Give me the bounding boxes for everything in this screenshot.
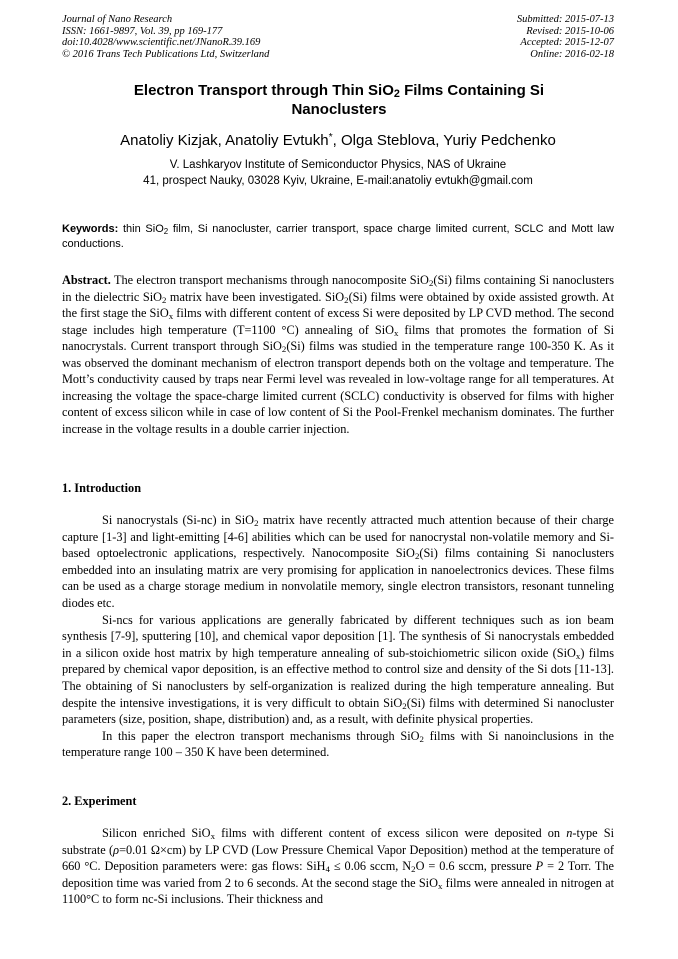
- paragraph: Si-ncs for various applications are generally fabricated by different techniques such as ion beam synthesis [7-9], sputtering [10], and chemical vapor deposition [1]. The synthesis of Si nanocrystals embedded in a silicon oxide host matrix by high temperature annealing of sub-stoichiometric silicon oxide (SiO$_x$) films prepared by chemical vapor deposition, is an effective method to control size and density of the Si dots [11-13]. The obtaining of Si nanoclusters by self-organization is realized during the high temperature annealing. But despite the intensive investigations, it is very difficult to obtain SiO$_2$(Si) films with determined Si nanocluster parameters (size, position, shape, distribution) and, as a result, with definite physical properties.: [62, 612, 614, 727]
- date-accepted: Accepted: 2015-12-07: [520, 37, 614, 49]
- article-dates: [517, 14, 614, 60]
- keywords-label: Keywords:: [62, 223, 119, 235]
- paragraph: Si nanocrystals (Si-nc) in SiO$_2$ matrix have recently attracted much attention because of their charge capture [1-3] and light-emitting [4-6] abilities which can be used for nanocrystal non-volatile memory and Si-based optoelectronic applications, respectively. Nanocomposite SiO$_2$(Si) films containing Si nanoclusters embedded into an insulating matrix are very promising for application in nanoelectronics devices. These films can be used as a charge storage medium in nonvolatile memory, single electron transistors, resonant tunneling diodes etc.: [62, 513, 615, 610]
- abstract: Abstract. The electron transport mechanisms through nanocomposite SiO$_2$(Si) films containing Si nanoclusters in the dielectric SiO$_2$ matrix have been investigated. SiO$_2$(Si) films were obtained by oxide assisted growth. At the first stage the SiO$_x$ films with different content of excess Si were deposited by LP CVD method. The second stage includes high temperature (T=1100 °C) annealing of SiO$_x$ films that promotes the formation of Si nanocrystals. Current transport through SiO$_2$(Si) films was studied in the temperature range 100-350 K. As it was observed the dominant mechanism of electron transport depends both on the voltage and temperature. The Mott’s conductivity caused by traps near Fermi level was revealed in low-voltage range for all temperatures. At increasing the voltage the space-charge limited current (SCLC) conductivity is observed for films with higher content of excess silicon while in case of low content of Si the Pool-Frenkel mechanism dominates. The further increase in the voltage results in a double carrier injection.: [62, 273, 615, 436]
- author-list: Anatoliy Kizjak, Anatoliy Evtukh*, Olga Steblova, Yuriy Pedchenko: [120, 131, 556, 149]
- date-revised: Revised: 2015-10-06: [526, 25, 614, 37]
- journal-name: Journal of Nano Research: [62, 14, 173, 25]
- paragraph: In this paper the electron transport mechanisms through SiO$_2$ films with Si nanoinclusions in the temperature range 100 – 350 K have been determined.: [62, 728, 614, 760]
- journal-copyright: © 2016 Trans Tech Publications Ltd, Switzerland: [62, 48, 270, 60]
- corresponding-author-mark: *: [328, 131, 333, 143]
- date-online: Online: 2016-02-18: [530, 48, 614, 60]
- paragraph: Silicon enriched SiO$_x$ films with different content of excess silicon were deposited on n-type Si substrate (ρ=0.01 Ω×cm) by LP CVD (Low Pressure Chemical Vapor Deposition) method at the temperature of 660 °C. Deposition parameters were: gas flows: SiH$_4$ ≤ 0.06 sccm, $N_2O = 0.6$ sccm, pressure P = 2 Torr. The deposition time was varied from 2 to 6 seconds. At the second stage the SiO$_x$ films were annealed in nitrogen at 1100°C to form nc-Si inclusions. Their thickness and: [62, 826, 615, 907]
- experiment-body: [62, 825, 614, 908]
- date-submitted: Submitted: 2015-07-13: [516, 14, 614, 25]
- affiliation-line-1: V. Lashkaryov Institute of Semiconductor Physics, NAS of Ukraine: [169, 159, 507, 171]
- journal-issn: ISSN: 1661-9897, Vol. 39, pp 169-177: [62, 25, 223, 37]
- introduction-body: [62, 512, 614, 761]
- paper-title: Electron Transport through Thin SiO$_2$ Films Containing Si Nanoclusters: [133, 82, 545, 118]
- abstract-label: Abstract.: [62, 273, 111, 287]
- section-heading-experiment: 2. Experiment: [62, 794, 137, 808]
- journal-doi[interactable]: doi:10.4028/www.scientific.net/JNanoR.39.169: [62, 37, 261, 49]
- keywords: Keywords: thin SiO$_2$ film, Si nanocluster, carrier transport, space charge limited current, SCLC and Mott law conductions.: [62, 223, 614, 250]
- affiliation-line-2: 41, prospect Nauky, 03028 Kyiv, Ukraine, E-mail:anatoliy evtukh@gmail.com: [143, 175, 533, 187]
- affiliation: [62, 157, 614, 189]
- section-heading-introduction: 1. Introduction: [62, 481, 142, 495]
- journal-info: [62, 14, 269, 60]
